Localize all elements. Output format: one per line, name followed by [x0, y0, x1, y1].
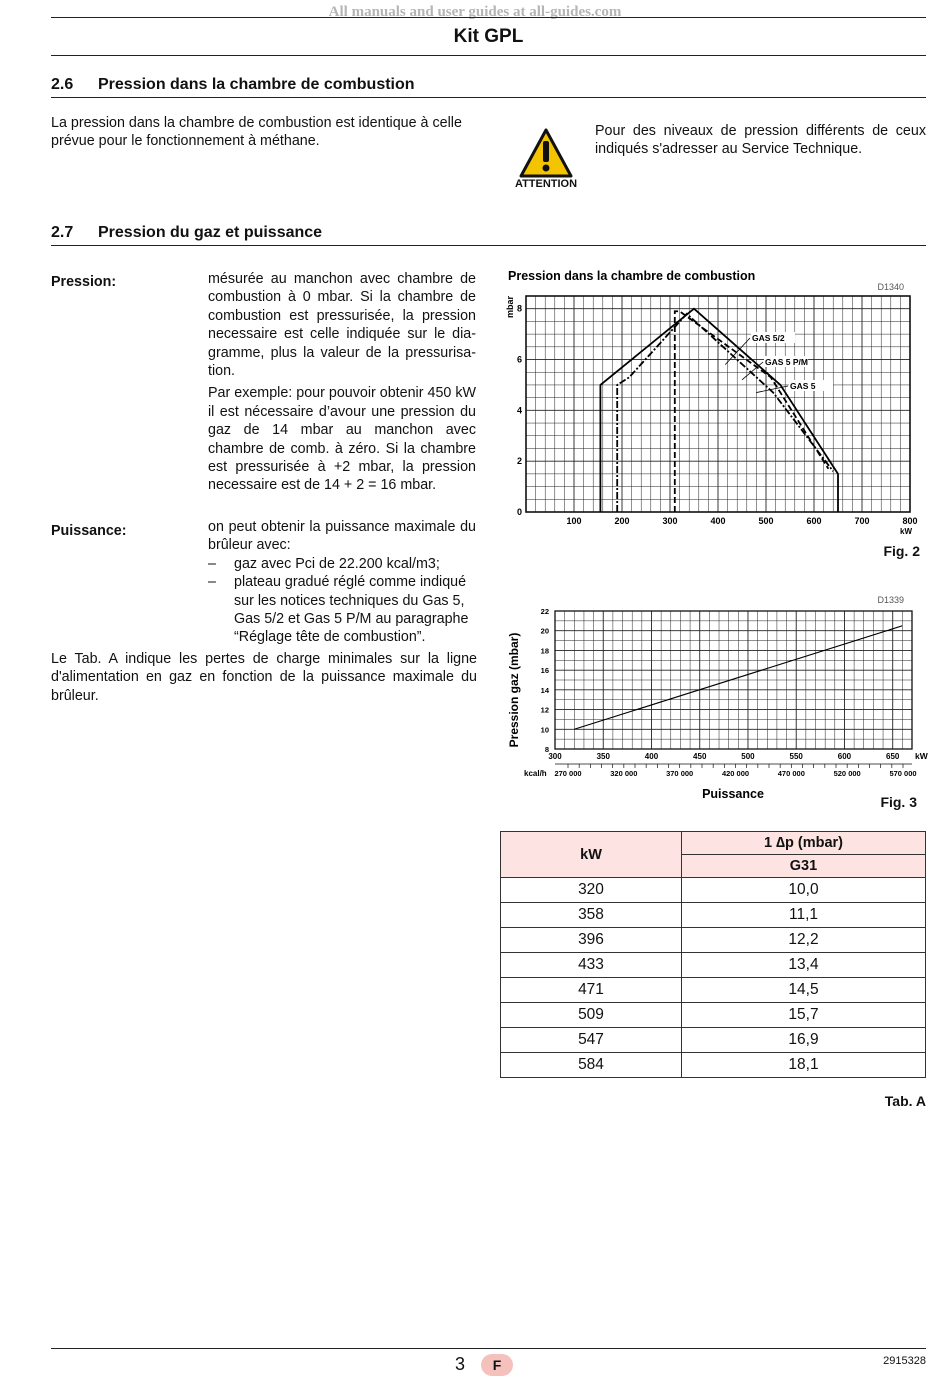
x-tick-label: 600: [806, 516, 822, 526]
kcal-unit-label: kcal/h: [524, 769, 547, 778]
section-number: 2.6: [51, 76, 74, 93]
table-cell-dp: 16,9: [682, 1028, 926, 1053]
pressure-loss-table: [500, 831, 926, 1078]
bullet-text: plateau gradué réglé comme indiqué sur les notices techniques du Gas 5, Gas 5/2 et Gas 5 P/M au paragraphe “Réglage tête de combustion”.: [234, 574, 469, 646]
y-tick-label: 0: [516, 507, 522, 517]
puissance-text: [208, 518, 476, 647]
bullet-text: gaz avec Pci de 22.200 kcal/m3;: [234, 555, 440, 572]
section-2-6-heading: [51, 76, 415, 94]
section-2-6-text: La pression dans la chambre de combustion est identique à celle prévue pour le fonctionnement à méthane.: [51, 115, 462, 150]
footer-rule: [51, 1348, 926, 1349]
table-cell-kw: 547: [501, 1028, 682, 1053]
puissance-intro: on peut obtenir la puissance maximale du brûleur avec:: [208, 519, 476, 554]
x-tick-label: 450: [693, 752, 707, 761]
attention-label: ATTENTION: [514, 178, 578, 190]
bullet-mark: –: [208, 555, 216, 572]
header-rule-top: [51, 17, 926, 18]
document-code: 2915328: [883, 1355, 926, 1367]
x-tick-label: 550: [789, 752, 803, 761]
table-cell-kw: 433: [501, 953, 682, 978]
section-rule: [51, 245, 926, 246]
table-cell-kw: 509: [501, 1003, 682, 1028]
y-tick-label: 16: [540, 666, 549, 676]
table-row: [501, 1028, 926, 1053]
fig3-code: D1339: [877, 595, 904, 605]
fig2-chart: [500, 262, 926, 562]
section-rule: [51, 97, 926, 98]
x-unit-label: kW: [900, 527, 912, 536]
table-row: [501, 953, 926, 978]
table-cell-kw: 358: [501, 903, 682, 928]
table-cell-dp: 15,7: [682, 1003, 926, 1028]
fig2-title: Pression dans la chambre de combustion: [508, 269, 756, 283]
x-tick-label: 650: [886, 752, 900, 761]
table-cell-dp: 11,1: [682, 903, 926, 928]
kcal-tick-label: 320 000: [610, 769, 638, 778]
series-label: GAS 5: [790, 381, 816, 391]
table-cell-dp: 12,2: [682, 928, 926, 953]
attention-text: Pour des niveaux de pression différents de ceux indiqués s'adresser au Service Technique.: [595, 123, 926, 158]
x-tick-label: 200: [614, 516, 630, 526]
y-tick-label: 14: [540, 685, 549, 695]
table-row: [501, 928, 926, 953]
x-tick-label: 700: [854, 516, 870, 526]
bullet-item: [208, 555, 476, 573]
series-leader-line: [742, 362, 763, 380]
page-title: Kit GPL: [453, 26, 524, 47]
y-tick-label: 6: [516, 354, 522, 365]
kw-unit-label: kW: [915, 751, 928, 761]
y-tick-label: 20: [540, 626, 549, 636]
pression-paragraph-1: mésurée au manchon avec chambre de combustion à 0 mbar. Si la chambre de combustion est pressurisée, la pression necessaire est celle indiquée sur le dia-gramme, plus la valeur de la pressurisa-tion.: [208, 271, 476, 380]
tab-reference-text: Le Tab. A indique les pertes de charge minimales sur la ligne d'alimentation en gaz en fonction de la puissance maximale du brûleur.: [51, 651, 477, 704]
series-label: GAS 5 P/M: [765, 357, 808, 367]
y-axis-label: Pression gaz (mbar): [507, 632, 521, 748]
x-tick-label: 100: [566, 516, 582, 526]
kcal-tick-label: 570 000: [889, 769, 917, 778]
kcal-tick-label: 420 000: [721, 769, 750, 778]
x-tick-label: 350: [596, 752, 610, 761]
table-row: [501, 903, 926, 928]
fig2-code: D1340: [877, 282, 904, 292]
header-rule-bottom: [51, 55, 926, 56]
fig2-caption: Fig. 2: [883, 543, 920, 559]
kcal-tick-label: 520 000: [833, 769, 861, 778]
fig2-svg: [500, 262, 926, 542]
bullet-item: [208, 573, 476, 647]
table-row: [501, 1003, 926, 1028]
table-cell-dp: 13,4: [682, 953, 926, 978]
y-tick-label: 4: [516, 405, 522, 416]
language-badge: F: [481, 1354, 513, 1376]
page-number: 3: [455, 1354, 466, 1374]
x-tick-label: 800: [902, 516, 918, 526]
table-header-gas: G31: [682, 855, 926, 878]
y-tick-label: 2: [516, 456, 522, 467]
x-tick-label: 400: [644, 752, 659, 761]
watermark: All manuals and user guides at all-guides.com: [328, 4, 622, 20]
fig3-svg: [500, 590, 926, 805]
section-number: 2.7: [51, 224, 74, 241]
warning-triangle-icon: [518, 127, 574, 179]
y-tick-label: 22: [540, 607, 549, 616]
section-title: Pression dans la chambre de combustion: [98, 76, 415, 93]
kcal-tick-label: 370 000: [666, 769, 694, 778]
pression-text: [208, 270, 476, 495]
x-tick-label: 500: [758, 516, 774, 526]
table-row: [501, 1053, 926, 1078]
table-cell-kw: 584: [501, 1053, 682, 1078]
kcal-tick-label: 270 000: [554, 769, 582, 778]
pression-paragraph-2: Par exemple: pour pouvoir obtenir 450 kW il est nécessaire d’avour une pression du gaz de 14 mbar au manchon avec chambre de comb. à zéro. Si la chambre est pressurisée à +2 mbar, la pression necessaire est de 14 + 2 = 16 mbar.: [208, 385, 476, 494]
table-cell-kw: 471: [501, 978, 682, 1003]
table-row: [501, 978, 926, 1003]
x-axis-label: Puissance: [702, 787, 764, 801]
pression-label: Pression:: [51, 274, 117, 290]
fig3-caption: Fig. 3: [880, 794, 917, 810]
x-tick-label: 400: [710, 516, 726, 526]
table-cell-kw: 320: [501, 878, 682, 903]
section-2-7-heading: [51, 224, 322, 242]
puissance-label: Puissance:: [51, 523, 127, 539]
table-caption: Tab. A: [884, 1093, 926, 1109]
y-axis-label: mbar: [505, 295, 515, 319]
y-tick-label: 8: [544, 745, 549, 754]
table-header-kw: kW: [501, 832, 682, 878]
y-tick-label: 18: [540, 646, 549, 656]
table-cell-dp: 14,5: [682, 978, 926, 1003]
table-header-dp: 1 ∆p (mbar): [682, 832, 926, 855]
table-row: [501, 878, 926, 903]
x-tick-label: 300: [548, 752, 562, 761]
y-tick-label: 10: [540, 725, 549, 735]
y-tick-label: 12: [540, 705, 549, 715]
y-tick-label: 8: [516, 303, 522, 314]
table-cell-dp: 10,0: [682, 878, 926, 903]
x-tick-label: 500: [741, 752, 755, 761]
series-label: GAS 5/2: [752, 333, 785, 343]
x-tick-label: 600: [837, 752, 852, 761]
table-cell-dp: 18,1: [682, 1053, 926, 1078]
bullet-mark: –: [208, 574, 216, 591]
fig3-chart: [500, 590, 926, 805]
x-tick-label: 300: [662, 516, 678, 526]
section-title: Pression du gaz et puissance: [98, 224, 323, 241]
table-cell-kw: 396: [501, 928, 682, 953]
kcal-tick-label: 470 000: [777, 769, 805, 778]
